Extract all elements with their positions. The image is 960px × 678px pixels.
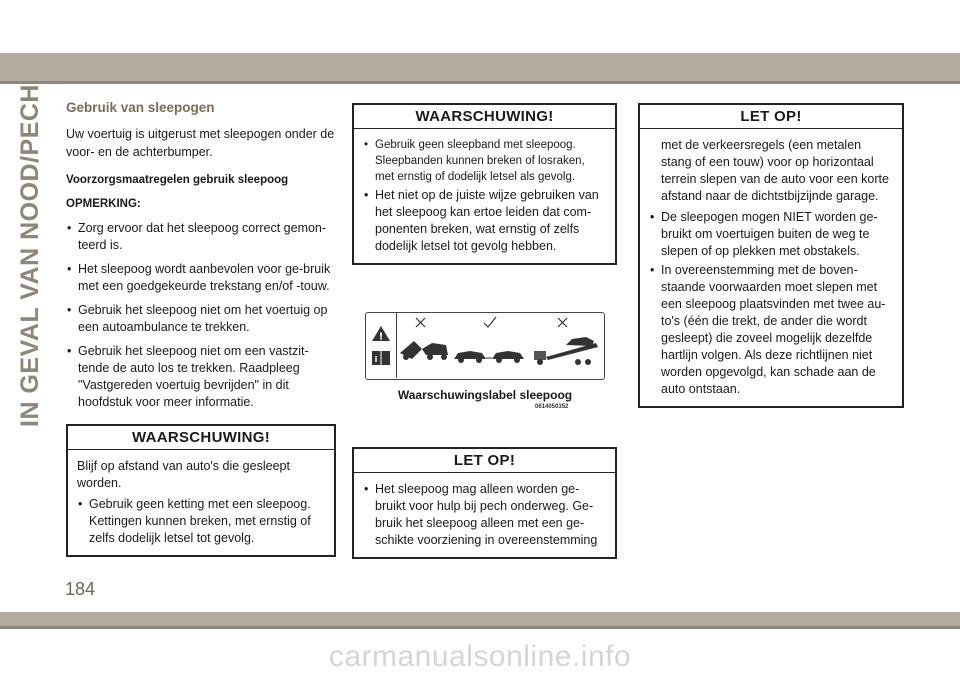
caution-heading: LET OP! xyxy=(354,449,615,473)
list-item: • Gebruik geen sleepband met sleepoog. Sleepbanden kunnen breken of losraken, met ernstig of dodelijk letsel als gevolg. xyxy=(363,137,607,185)
column-left xyxy=(66,98,336,557)
caution-box xyxy=(638,103,904,408)
chapter-tab-label: IN GEVAL VAN NOOD/PECH xyxy=(15,83,44,427)
warning-heading: WAARSCHUWING! xyxy=(68,426,334,450)
header-stripe xyxy=(0,81,960,84)
caution-list xyxy=(649,209,894,398)
warning-box xyxy=(66,424,336,557)
manual-book-icon xyxy=(372,351,390,365)
part-code: 0614050352 xyxy=(535,404,569,410)
car-towing-car-icon xyxy=(454,351,524,363)
warning-list xyxy=(363,137,607,255)
warning-body xyxy=(68,450,334,555)
list-item: • In overeenstemming met de boven-staande voorwaarden moet slepen met een sleepoog plaatsvinden met twee au-to's (één die trekt, de ander die wordt gesleept) die zoveel mogelijk dezelfde hartlijn volgen. Als deze richtlijnen niet worden opgevolgd, kan schade aan de auto ontstaan. xyxy=(649,262,894,398)
list-item: • Gebruik het sleepoog niet om een vastzit-tende de auto los te trekken. Raadpleeg "Vastgereden voertuig bevrijden" in dit hoofdstuk voor meer informatie. xyxy=(66,343,336,411)
caution-box xyxy=(352,447,617,559)
list-item: • Gebruik geen ketting met een sleepoog. Kettingen kunnen breken, met ernstig of zelfs dodelijk letsel tot gevolg. xyxy=(77,496,326,547)
page-number: 184 xyxy=(65,579,96,599)
list-item: • Het sleepoog wordt aanbevolen voor ge-bruik met een goedgekeurde trekstang en/of -touw. xyxy=(66,261,336,295)
warning-text: Blijf op afstand van auto's die gesleept worden. xyxy=(77,459,290,490)
caution-body xyxy=(354,473,615,557)
list-item: • Het niet op de juiste wijze gebruiken van het sleepoog kan ertoe leiden dat com-ponenten breken, wat ernstig of zelfs dodelijk letsel tot gevolg hebben. xyxy=(363,187,607,255)
warning-list xyxy=(77,496,326,547)
cross-mark-icon xyxy=(416,318,425,327)
caution-body xyxy=(640,129,902,406)
list-item: • De sleepogen mogen NIET worden ge-bruikt om voertuigen buiten de weg te slepen of op plekken met obstakels. xyxy=(649,209,894,260)
caution-list xyxy=(363,481,607,549)
warning-label-illustration xyxy=(366,313,606,381)
flatbed-truck-icon xyxy=(534,337,598,365)
column-middle xyxy=(352,103,617,265)
header-band xyxy=(0,53,960,81)
warning-label-card xyxy=(365,312,605,380)
tow-hook-car-icon xyxy=(400,341,448,360)
cross-mark-icon xyxy=(558,318,567,327)
intro-paragraph: Uw voertuig is uitgerust met sleepogen onder de voor- en de achterbumper. xyxy=(66,127,335,159)
column-middle-lower xyxy=(352,447,617,559)
column-right xyxy=(638,103,904,408)
caution-heading: LET OP! xyxy=(640,105,902,129)
note-label: OPMERKING: xyxy=(66,198,141,210)
precautions-list xyxy=(66,220,336,411)
watermark: carmanualsonline.info xyxy=(328,640,632,673)
footer-band xyxy=(0,612,960,626)
list-item: • Gebruik het sleepoog niet om het voertuig op een autoambulance te trekken. xyxy=(66,302,336,336)
list-item: • Zorg ervoor dat het sleepoog correct gemon-teerd is. xyxy=(66,220,336,254)
figure-caption: Waarschuwingslabel sleepoog xyxy=(397,388,573,402)
section-title: Gebruik van sleepogen xyxy=(66,100,215,115)
footer-stripe xyxy=(0,626,960,629)
warning-triangle-icon xyxy=(372,326,390,343)
warning-heading: WAARSCHUWING! xyxy=(354,105,615,129)
warning-body xyxy=(354,129,615,263)
svg-text:!: ! xyxy=(378,331,384,343)
svg-text:i: i xyxy=(374,355,378,364)
chapter-tab xyxy=(10,83,50,427)
top-margin xyxy=(0,0,960,53)
check-mark-icon xyxy=(484,317,496,327)
precautions-subheading: Voorzorgsmaatregelen gebruik sleepoog xyxy=(66,174,289,186)
list-item: • Het sleepoog mag alleen worden ge-bruikt voor hulp bij pech onderweg. Ge-bruik het sleepoog alleen met een ge-schikte voorziening in overeenstemming xyxy=(363,481,607,549)
warning-box xyxy=(352,103,617,265)
caution-continuation-text: met de verkeersregels (een metalen stang of een touw) voor op horizontaal terrein slepen van de auto voor een korte afstand naar de dichtstbijzijnde garage. xyxy=(661,138,889,203)
